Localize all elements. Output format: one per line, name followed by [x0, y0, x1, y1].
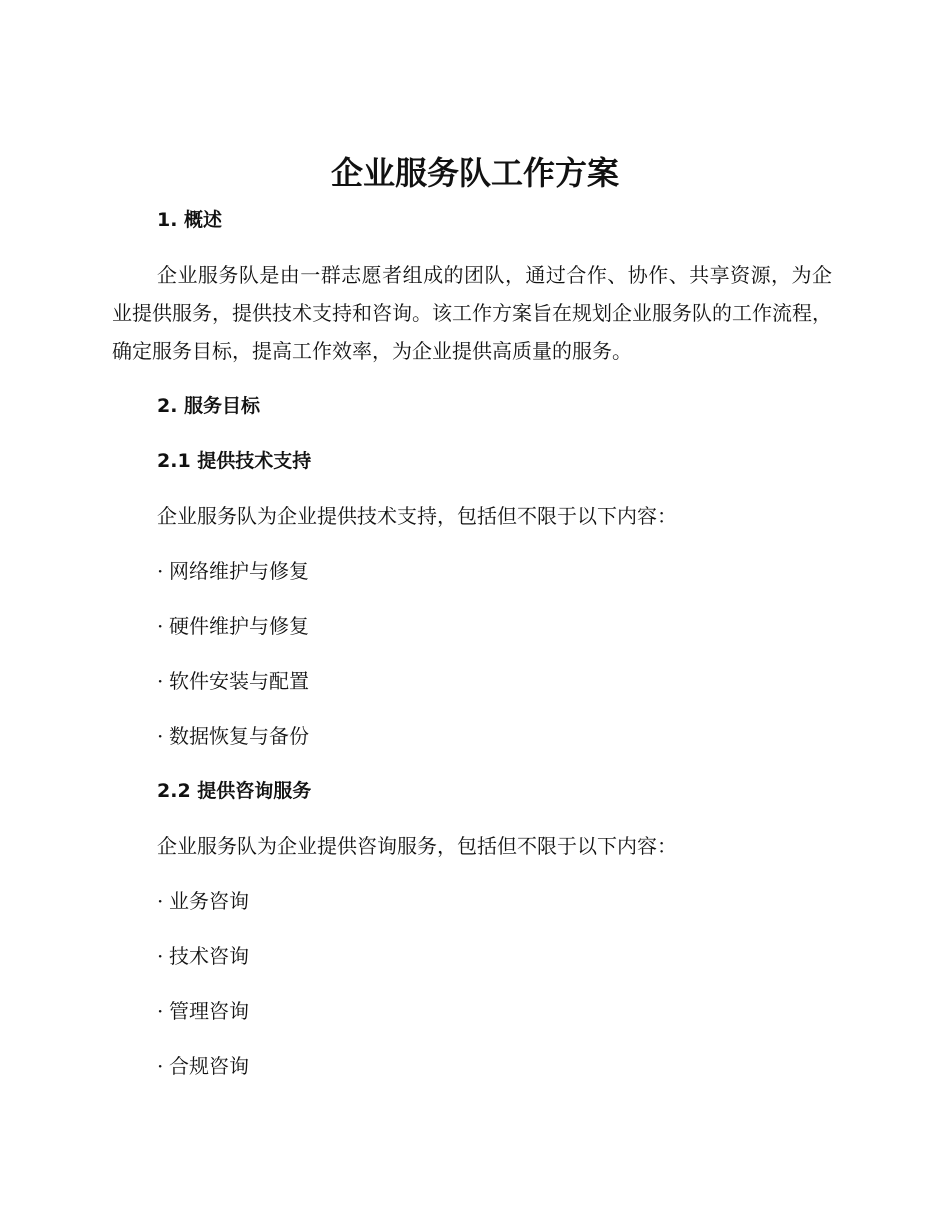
- bullet-icon: ·: [157, 559, 164, 583]
- consulting-list: [112, 882, 832, 1085]
- bullet-icon: ·: [157, 944, 164, 968]
- tech-support-intro: 企业服务队为企业提供技术支持，包括但不限于以下内容：: [157, 504, 677, 528]
- list-item-text: 合规咨询: [169, 1054, 249, 1078]
- list-item-text: 技术咨询: [169, 944, 249, 968]
- list-item: [157, 662, 832, 700]
- list-item-text: 网络维护与修复: [169, 559, 309, 583]
- list-item-text: 业务咨询: [169, 889, 249, 913]
- list-item: [157, 607, 832, 645]
- list-item: [157, 937, 832, 975]
- list-item: [157, 992, 832, 1030]
- bullet-icon: ·: [157, 1054, 164, 1078]
- bullet-icon: ·: [157, 724, 164, 748]
- section-heading-overview: 1. 概述: [157, 209, 223, 231]
- consulting-intro: 企业服务队为企业提供咨询服务，包括但不限于以下内容：: [157, 834, 677, 858]
- list-item-text: 硬件维护与修复: [169, 614, 309, 638]
- bullet-icon: ·: [157, 999, 164, 1023]
- list-item: [157, 882, 832, 920]
- subsection-heading-tech-support: 2.1 提供技术支持: [157, 450, 312, 472]
- bullet-icon: ·: [157, 669, 164, 693]
- overview-paragraph: 企业服务队是由一群志愿者组成的团队，通过合作、协作、共享资源，为企业提供服务，提供技术支持和咨询。该工作方案旨在规划企业服务队的工作流程，确定服务目标，提高工作效率，为企业提供高质量的服务。: [112, 263, 832, 363]
- list-item: [157, 552, 832, 590]
- list-item: [157, 1047, 832, 1085]
- list-item: [157, 717, 832, 755]
- bullet-icon: ·: [157, 889, 164, 913]
- list-item-text: 软件安装与配置: [169, 669, 309, 693]
- tech-support-list: [112, 552, 832, 755]
- document-body: [112, 201, 832, 1102]
- bullet-icon: ·: [157, 614, 164, 638]
- document-title: 企业服务队工作方案: [330, 154, 619, 192]
- subsection-heading-consulting: 2.2 提供咨询服务: [157, 780, 312, 802]
- list-item-text: 管理咨询: [169, 999, 249, 1023]
- section-heading-goals: 2. 服务目标: [157, 395, 261, 417]
- list-item-text: 数据恢复与备份: [169, 724, 309, 748]
